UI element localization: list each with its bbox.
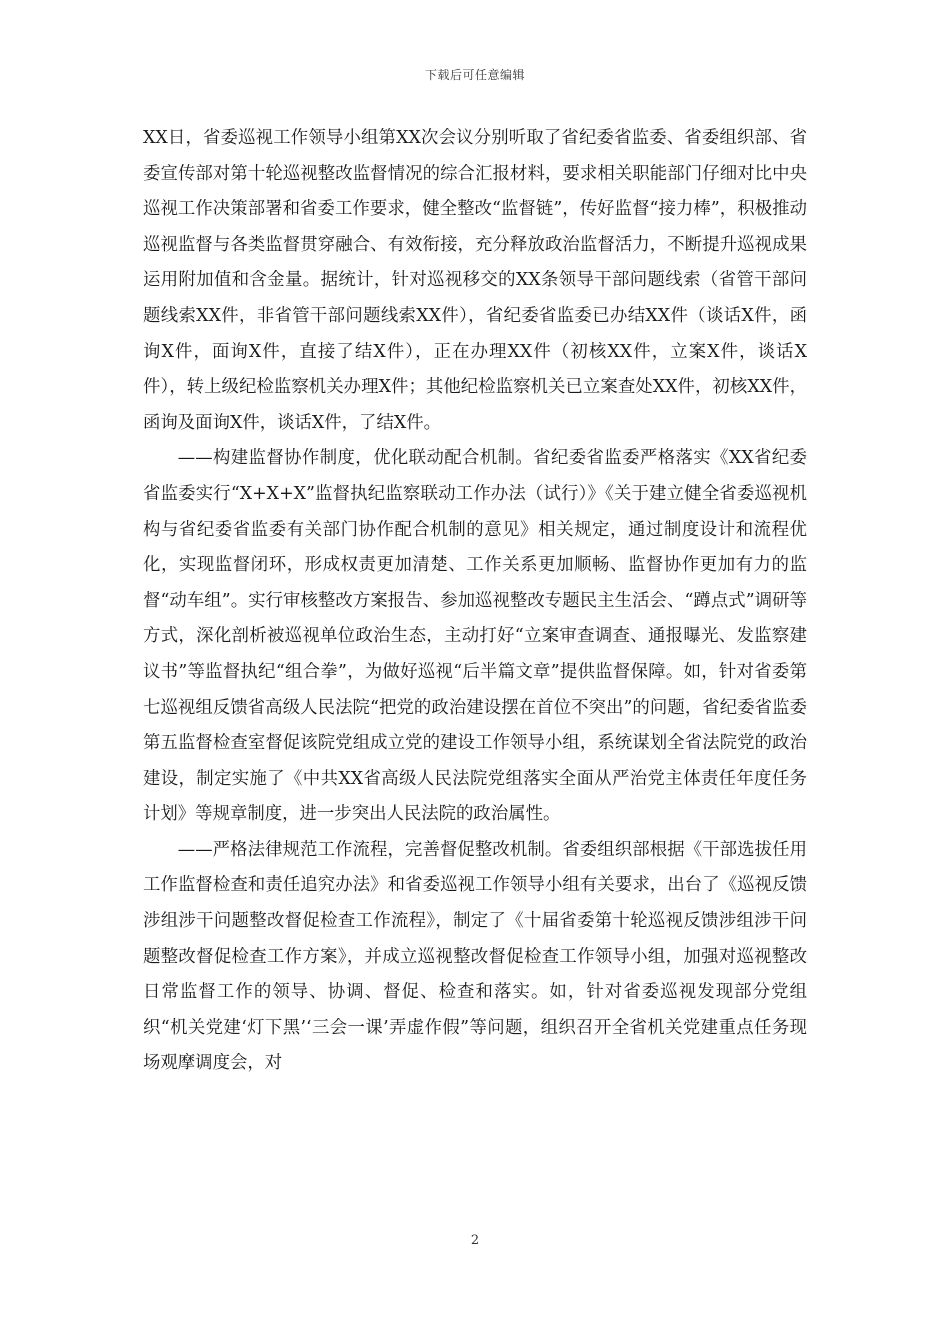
- paragraph-continuation: XX日，省委巡视工作领导小组第XX次会议分别听取了省纪委省监委、省委组织部、省委宣传部对第十轮巡视整改监督情况的综合汇报材料，要求相关职能部门仔细对比中央巡视工作决策部署和省委工作要求，健全整改“监督链”，传好监督“接力棒”，积极推动巡视监督与各类监督贯穿融合、有效衔接，充分释放政治监督活力，不断提升巡视成果运用附加值和含金量。据统计，针对巡视移交的XX条领导干部问题线索（省管干部问题线索XX件，非省管干部问题线索XX件），省纪委省监委已办结XX件（谈话X件，函询X件，面询X件，直接了结X件），正在办理XX件（初核XX件，立案X件，谈话X件），转上级纪检监察机关办理X件；其他纪检监察机关已立案查处XX件，初核XX件，函询及面询X件，谈话X件，了结X件。: [143, 128, 807, 433]
- paragraph-supervision-cooperation: ——构建监督协作制度，优化联动配合机制。省纪委省监委严格落实《XX省纪委省监委实行“X+X+X”监督执纪监察联动工作办法（试行）》《关于建立健全省委巡视机构与省纪委省监委有关部门协作配合机制的意见》相关规定，通过制度设计和流程优化，实现监督闭环，形成权责更加清楚、工作关系更加顺畅、监督协作更加有力的监督“动车组”。实行审核整改方案报告、参加巡视整改专题民主生活会、“蹲点式”调研等方式，深化剖析被巡视单位政治生态，主动打好“立案审查调查、通报曝光、发监察建议书”等监督执纪“组合拳”，为做好巡视“后半篇文章”提供监督保障。如，针对省委第七巡视组反馈省高级人民法院“把党的政治建设摆在首位不突出”的问题，省纪委省监委第五监督检查室督促该院党组成立党的建设工作领导小组，系统谋划全省法院党的政治建设，制定实施了《中共XX省高级人民法院党组落实全面从严治党主体责任年度任务计划》等规章制度，进一步突出人民法院的政治属性。: [143, 448, 807, 825]
- page-number: 2: [470, 1233, 480, 1248]
- paragraph-rectification-process: ——严格法律规范工作流程，完善督促整改机制。省委组织部根据《干部选拔任用工作监督检查和责任追究办法》和省委巡视工作领导小组有关要求，出台了《巡视反馈涉组涉干问题整改督促检查工作流程》，制定了《十届省委第十轮巡视反馈涉组涉干问题整改督促检查工作方案》，并成立巡视整改督促检查工作领导小组，加强对巡视整改日常监督工作的领导、协调、督促、检查和落实。如，针对省委巡视发现部分党组织“机关党建‘灯下黑’‘三会一课’弄虚作假”等问题，组织召开全省机关党建重点任务现场观摩调度会，对: [143, 839, 807, 1074]
- document-body: [143, 121, 807, 1082]
- page-header: 下载后可任意编辑: [424, 68, 525, 82]
